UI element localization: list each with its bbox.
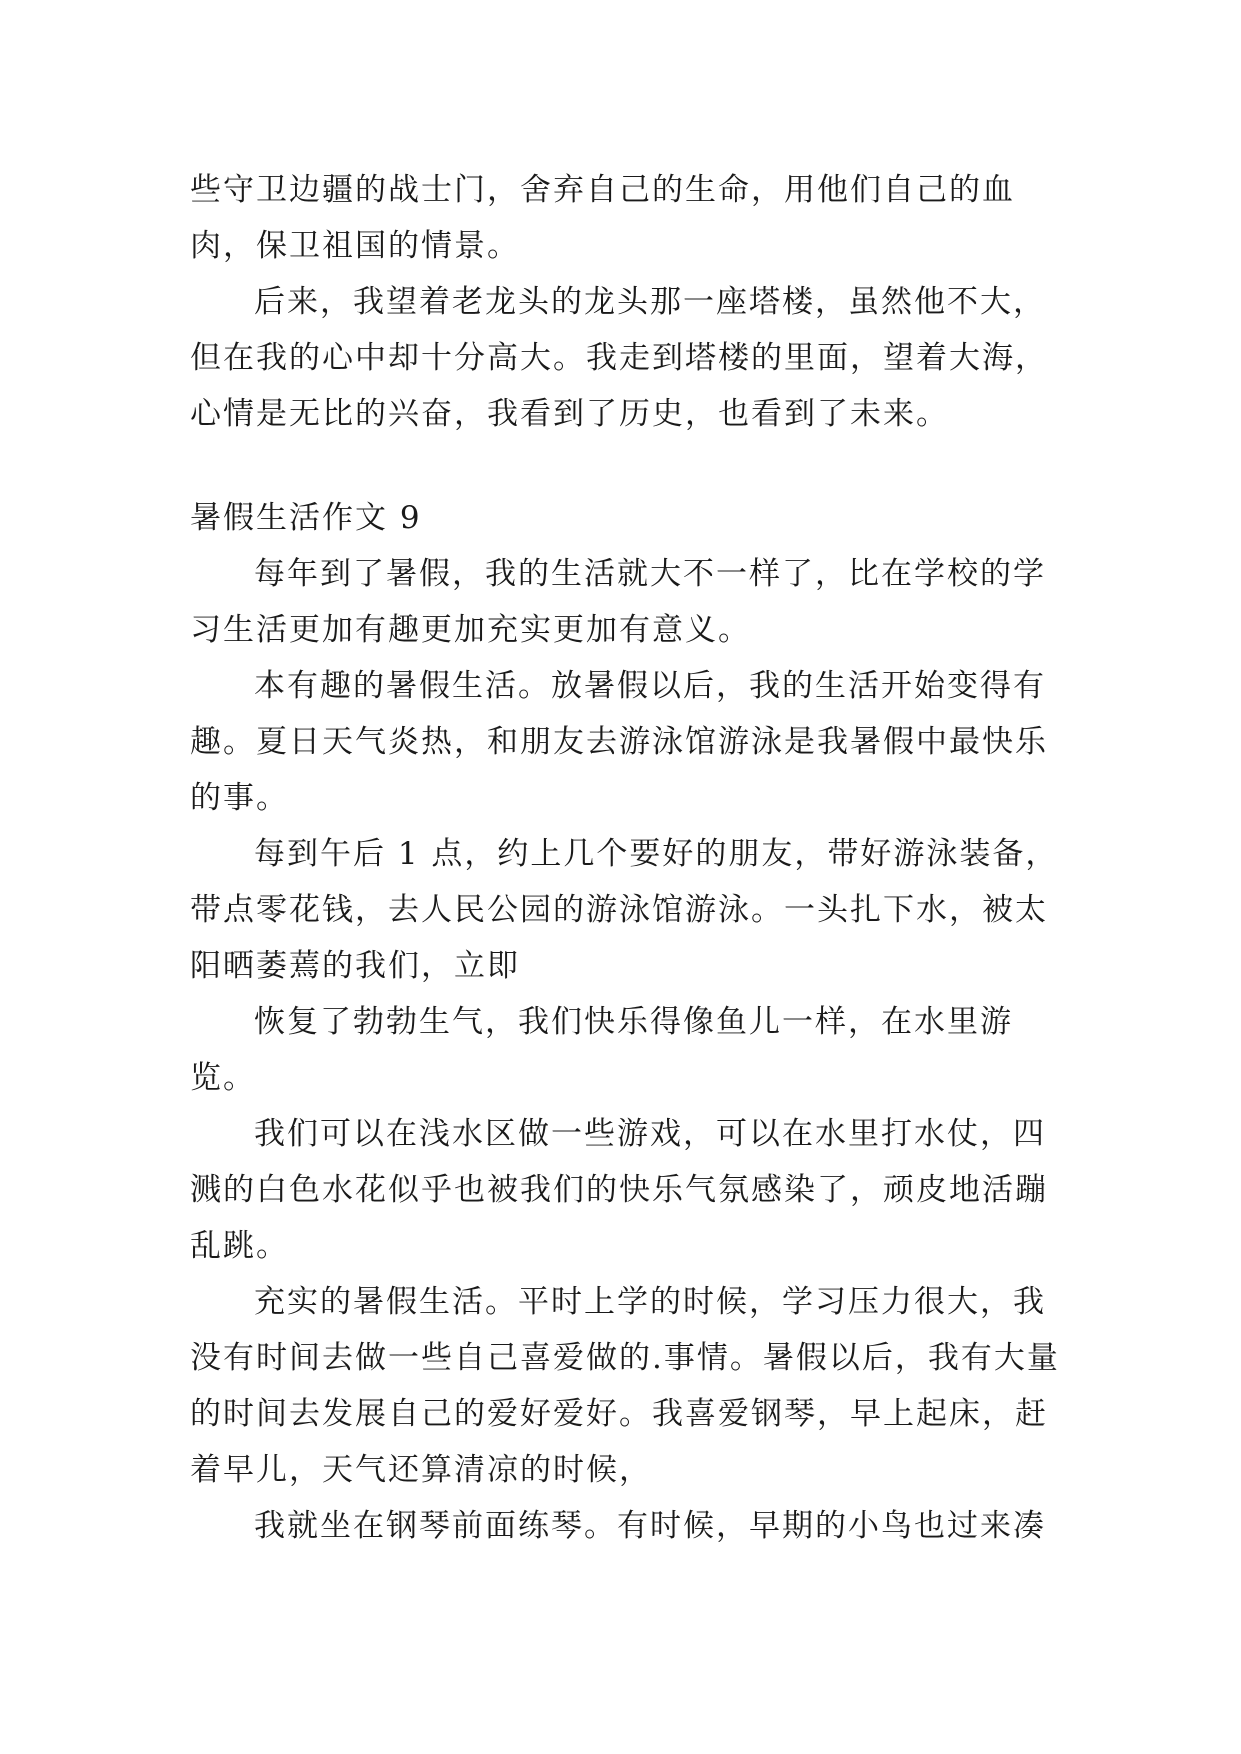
paragraph: 充实的暑假生活。平时上学的时候，学习压力很大，我没有时间去做一些自己喜爱做的.事情。暑假以后，我有大量的时间去发展自己的爱好爱好。我喜爱钢琴，早上起床，赶着早儿，天气还算清凉的时候，: [190, 1284, 1060, 1488]
paragraph-laolongtou: 后来，我望着老龙头的龙头那一座塔楼，虽然他不大，但在我的心中却十分高大。我走到塔楼的里面，望着大海，心情是无比的兴奋，我看到了历史，也看到了未来。: [190, 284, 1048, 432]
paragraph: 本有趣的暑假生活。放暑假以后，我的生活开始变得有趣。夏日天气炎热，和朋友去游泳馆游泳是我暑假中最快乐的事。: [190, 668, 1048, 816]
section-gap: [190, 442, 1060, 490]
document-body: [190, 162, 1060, 1554]
paragraph: 每到午后 1 点，约上几个要好的朋友，带好游泳装备，带点零花钱，去人民公园的游泳馆游泳。一头扎下水，被太阳晒萎蔫的我们，立即: [190, 836, 1059, 984]
paragraph: 每年到了暑假，我的生活就大不一样了，比在学校的学习生活更加有趣更加充实更加有意义。: [190, 556, 1046, 648]
paragraph: 我就坐在钢琴前面练琴。有时候，早期的小鸟也过来凑: [254, 1508, 1046, 1544]
section-title: 暑假生活作文 9: [190, 500, 422, 536]
paragraph: 恢复了勃勃生气，我们快乐得像鱼儿一样，在水里游览。: [190, 1004, 1013, 1096]
paragraph-continued: 些守卫边疆的战士门，舍弃自己的生命，用他们自己的血肉，保卫祖国的情景。: [190, 172, 1015, 264]
paragraph: 我们可以在浅水区做一些游戏，可以在水里打水仗，四溅的白色水花似乎也被我们的快乐气氛感染了，顽皮地活蹦乱跳。: [190, 1116, 1048, 1264]
